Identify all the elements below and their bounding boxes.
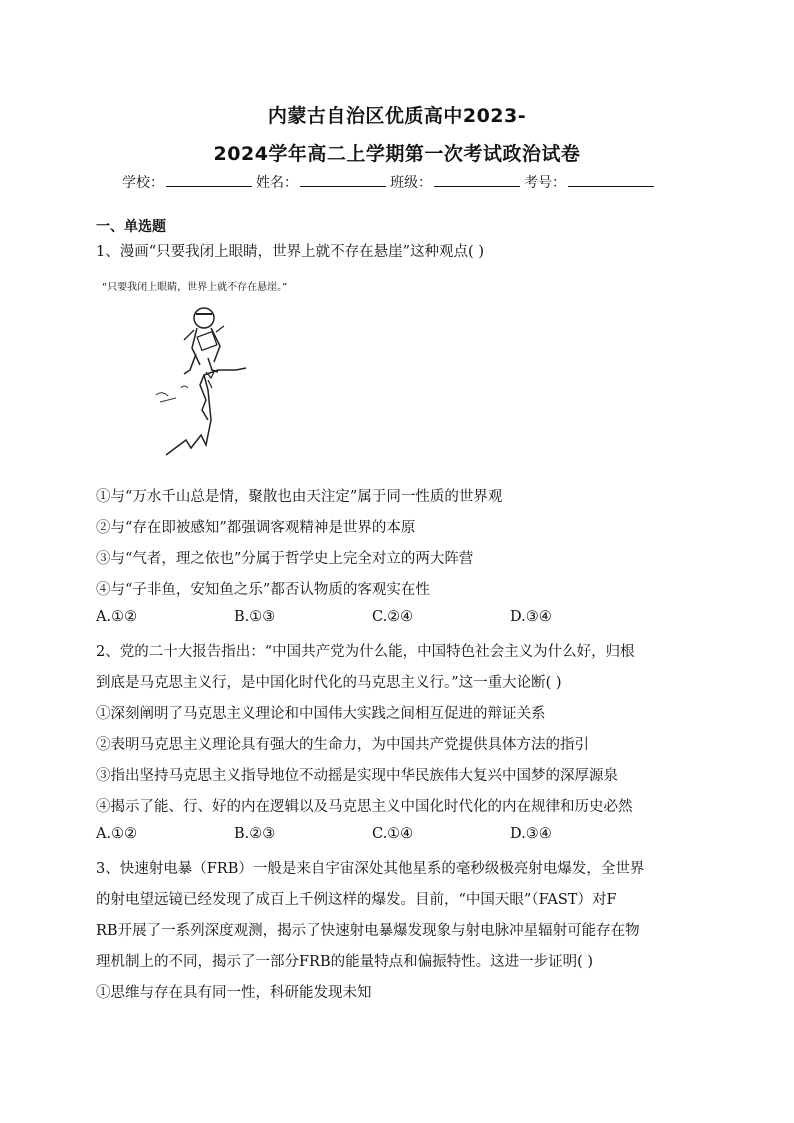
q2-option-1: ①深刻阐明了马克思主义理论和中国伟大实践之间相互促进的辩证关系: [96, 706, 546, 722]
school-blank[interactable]: [166, 172, 252, 187]
q2-option-4: ④揭示了能、行、好的内在逻辑以及马克思主义中国化时代化的内在规律和历史必然: [96, 799, 633, 815]
q3-stem-line2: 的射电望远镜已经发现了成百上千例这样的爆发。目前，“中国天眼”（FAST）对F: [96, 892, 617, 908]
cliff-cartoon-image: [96, 270, 316, 460]
q1-choice-d[interactable]: D.③④: [510, 609, 552, 625]
q2-choice-d[interactable]: D.③④: [510, 826, 552, 842]
q1-option-2: ②与“存在即被感知”都强调客观精神是世界的本原: [96, 520, 416, 536]
student-info-row: [122, 172, 658, 192]
school-label: 学校：: [122, 175, 164, 191]
q1-option-1: ①与“万水千山总是情，聚散也由天注定”属于同一性质的世界观: [96, 489, 503, 505]
exam-title-line2: 2024学年高二上学期第一次考试政治试卷: [213, 143, 581, 165]
class-blank[interactable]: [434, 172, 520, 187]
name-blank[interactable]: [300, 172, 386, 187]
q3-stem-line3: RB开展了一系列深度观测，揭示了快速射电暴爆发现象与射电脉冲星辐射可能存在物: [96, 923, 640, 939]
q2-option-2: ②表明马克思主义理论具有强大的生命力，为中国共产党提供具体方法的指引: [96, 737, 589, 753]
number-label: 考号：: [524, 175, 566, 191]
class-label: 班级：: [390, 175, 432, 191]
cartoon-caption: “只要我闭上眼睛，世界上就不存在悬崖。”: [102, 282, 288, 293]
section-heading: 一、单选题: [96, 219, 166, 235]
q2-choice-a[interactable]: A.①②: [96, 826, 138, 842]
q3-stem-line4: 理机制上的不同，揭示了一部分FRB的能量特点和偏振特性。这进一步证明( ): [96, 954, 594, 970]
name-label: 姓名：: [256, 175, 298, 191]
q1-option-3: ③与“气者，理之依也”分属于哲学史上完全对立的两大阵营: [96, 551, 474, 567]
q2-option-3: ③指出坚持马克思主义指导地位不动摇是实现中华民族伟大复兴中国梦的深厚源泉: [96, 768, 618, 784]
q2-choices: [96, 826, 648, 842]
q1-option-4: ④与“子非鱼，安知鱼之乐”都否认物质的客观实在性: [96, 582, 430, 598]
number-blank[interactable]: [568, 172, 654, 187]
q3-option-1: ①思维与存在具有同一性，科研能发现未知: [96, 985, 372, 1001]
q2-choice-b[interactable]: B.②③: [234, 826, 276, 842]
q2-choice-c[interactable]: C.①④: [372, 826, 414, 842]
q1-stem: 1、漫画“只要我闭上眼睛，世界上就不存在悬崖”这种观点( ): [96, 244, 484, 260]
q1-choice-a[interactable]: A.①②: [96, 609, 138, 625]
q2-stem-line1: 2、党的二十大报告指出：“中国共产党为什么能，中国特色社会主义为什么好，归根: [96, 644, 635, 660]
q3-stem-line1: 3、快速射电暴（FRB）一般是来自宇宙深处其他星系的毫秒级极亮射电爆发，全世界: [96, 861, 645, 877]
q2-stem-line2: 到底是马克思主义行，是中国化时代化的马克思主义行。”这一重大论断( ): [96, 675, 562, 691]
q1-choice-b[interactable]: B.①③: [234, 609, 276, 625]
q1-choice-c[interactable]: C.②④: [372, 609, 414, 625]
q1-choices: [96, 609, 648, 625]
exam-title-line1: 内蒙古自治区优质高中2023-: [267, 105, 527, 127]
